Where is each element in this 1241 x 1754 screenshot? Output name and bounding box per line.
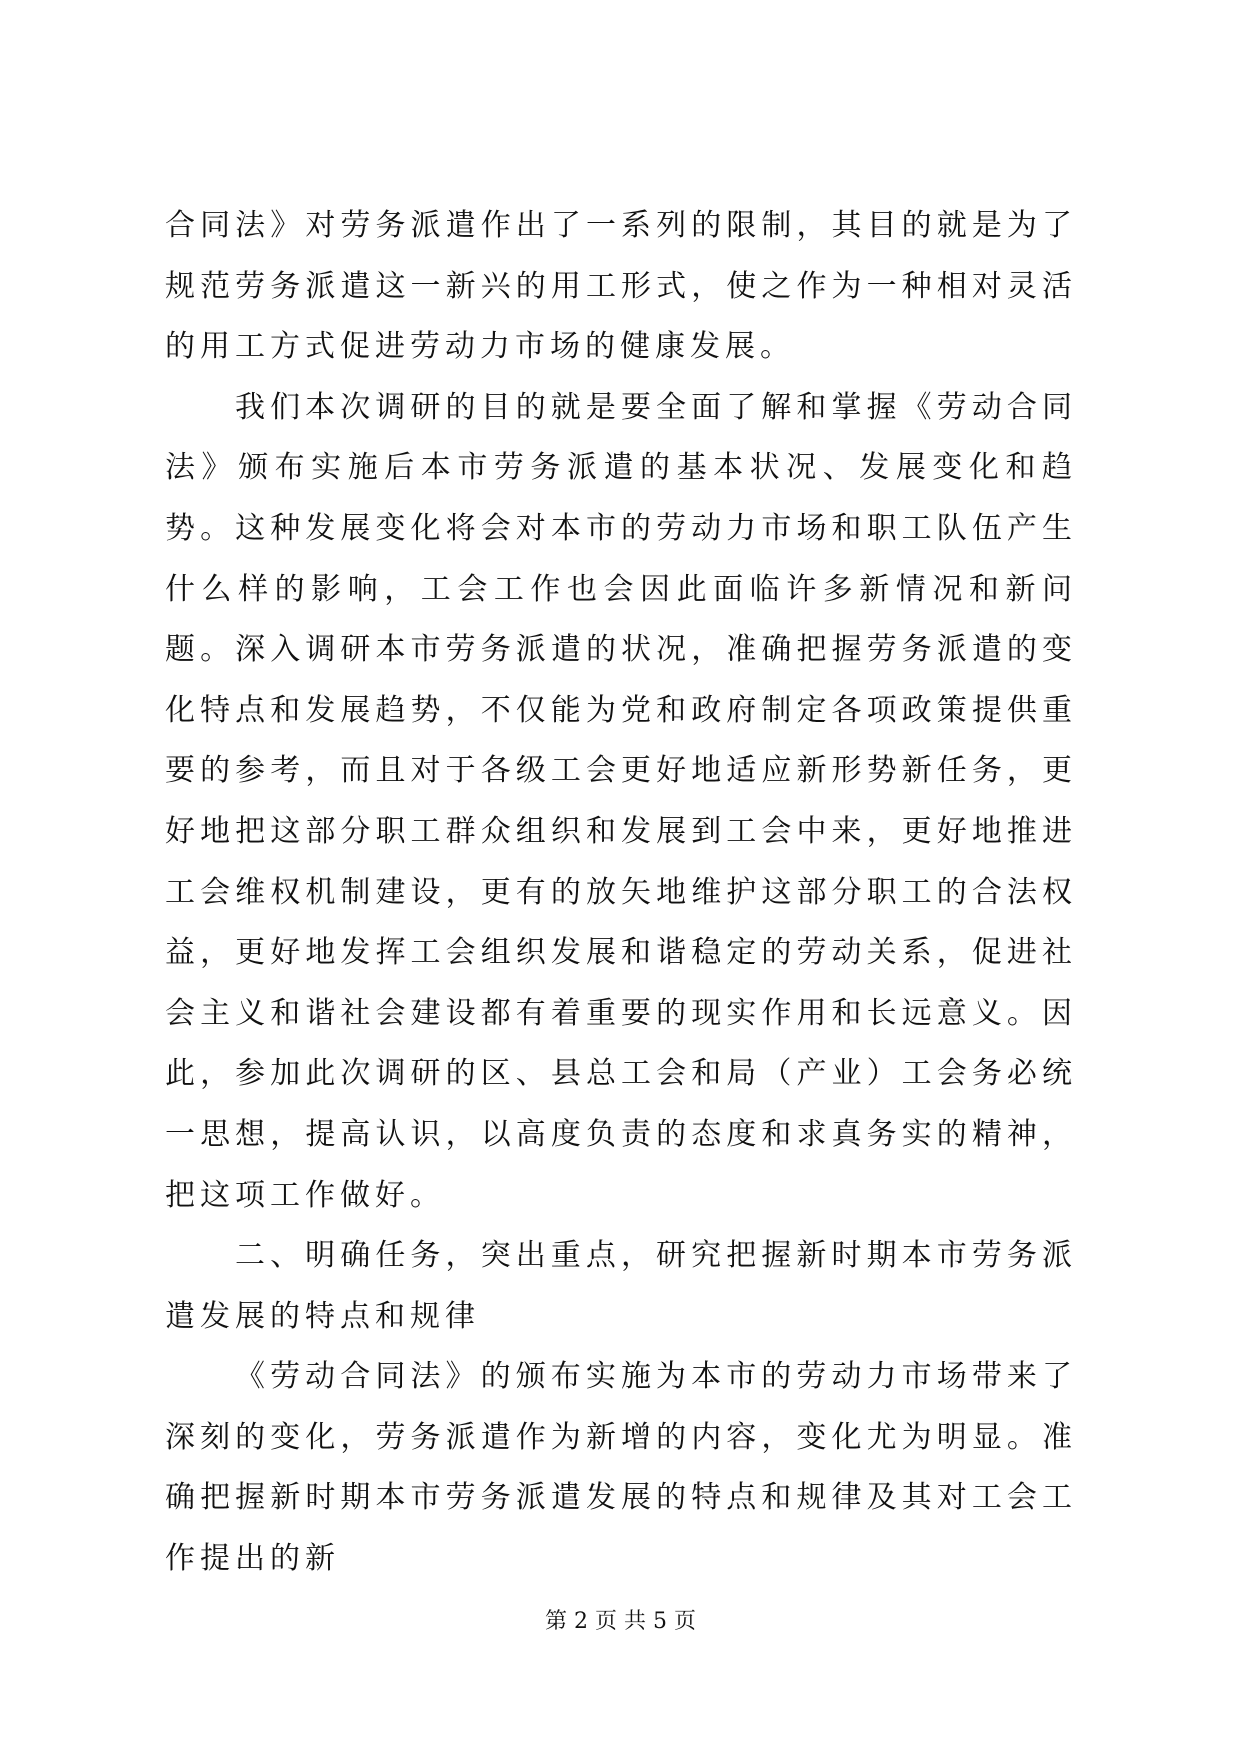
paragraph-research-purpose: 我们本次调研的目的就是要全面了解和掌握《劳动合同法》颁布实施后本市劳务派遣的基本状况、发展变化和趋势。这种发展变化将会对本市的劳动力市场和职工队伍产生什么样的影响，工会工作也会因此面临许多新情况和新问题。深入调研本市劳务派遣的状况，准确把握劳务派遣的变化特点和发展趋势，不仅能为党和政府制定各项政策提供重要的参考，而且对于各级工会更好地适应新形势新任务，更好地把这部分职工群众组织和发展到工会中来，更好地推进工会维权机制建设，更有的放矢地维护这部分职工的合法权益，更好地发挥工会组织发展和谐稳定的劳动关系，促进社会主义和谐社会建设都有着重要的现实作用和长远意义。因此，参加此次调研的区、县总工会和局（产业）工会务必统一思想，提高认识，以高度负责的态度和求真务实的精神，把这项工作做好。: [165, 389, 1077, 1213]
document-body: [165, 196, 1077, 1590]
page-footer: 第 2 页 共 5 页: [545, 1609, 696, 1634]
section-heading-2: 二、明确任务，突出重点，研究把握新时期本市劳务派遣发展的特点和规律: [165, 1238, 1077, 1334]
paragraph-labor-contract-law: 《劳动合同法》的颁布实施为本市的劳动力市场带来了深刻的变化，劳务派遣作为新增的内容，变化尤为明显。准确把握新时期本市劳务派遣发展的特点和规律及其对工会工作提出的新: [165, 1359, 1077, 1577]
paragraph-continuation: 合同法》对劳务派遣作出了一系列的限制，其目的就是为了规范劳务派遣这一新兴的用工形式，使之作为一种相对灵活的用工方式促进劳动力市场的健康发展。: [165, 208, 1077, 365]
